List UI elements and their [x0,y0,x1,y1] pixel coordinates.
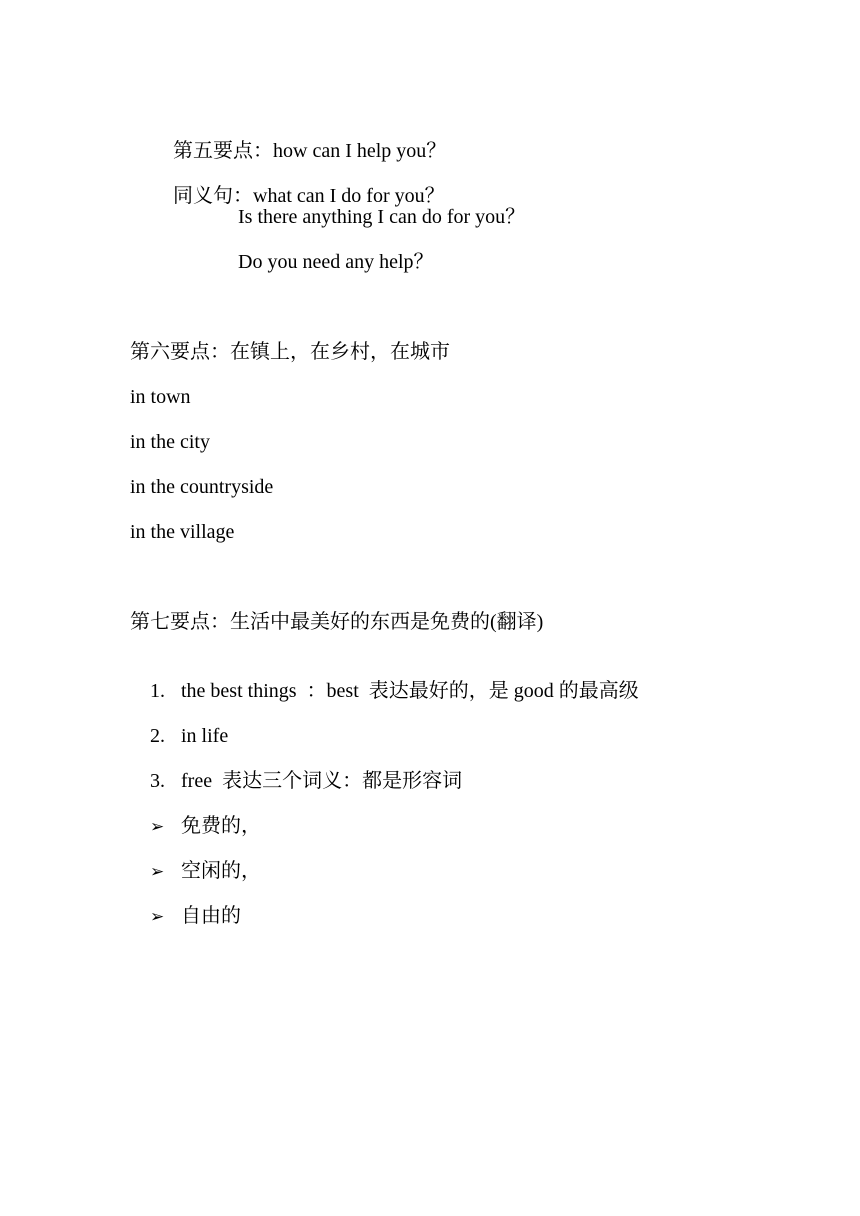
section5-heading [153,115,447,162]
section6-item: in the countryside [130,476,274,498]
bullet-item [130,835,261,882]
section5-synonym-row [153,160,445,207]
section6-item: in the village [130,521,235,543]
item-number: 2. [150,725,165,747]
arrow-bullet-icon: ➢ [150,817,165,837]
section6-heading: 第六要点：在镇上，在乡村，在城市 [130,341,450,363]
arrow-bullet-icon: ➢ [150,907,165,927]
section6-item: in town [130,386,191,408]
item-number: 1. [150,680,165,702]
section5-synonym-label: 同义句： [173,185,253,207]
section5-synonym-3: Do you need any help？ [238,251,434,273]
numbered-item [130,655,639,702]
item-number: 3. [150,770,165,792]
section7-heading: 第七要点：生活中最美好的东西是免费的(翻译) [130,611,544,633]
numbered-item [130,700,229,747]
bullet-text: 自由的 [181,905,241,927]
section6-item: in the city [130,431,210,453]
section5-synonym-1: what can I do for you？ [253,185,445,207]
item-text: free 表达三个词义：都是形容词 [181,770,463,792]
section5-heading-text: how can I help you？ [273,140,447,162]
bullet-item [130,790,261,837]
item-text: in life [181,725,229,747]
section5-synonym-2: Is there anything I can do for you？ [238,206,526,228]
bullet-text: 空闲的， [181,860,261,882]
numbered-item [130,745,463,792]
section5-heading-label: 第五要点： [173,140,273,162]
item-text: the best things ：best 表达最好的，是 good 的最高级 [181,680,639,702]
arrow-bullet-icon: ➢ [150,862,165,882]
bullet-text: 免费的， [181,815,261,837]
bullet-item [130,880,241,927]
